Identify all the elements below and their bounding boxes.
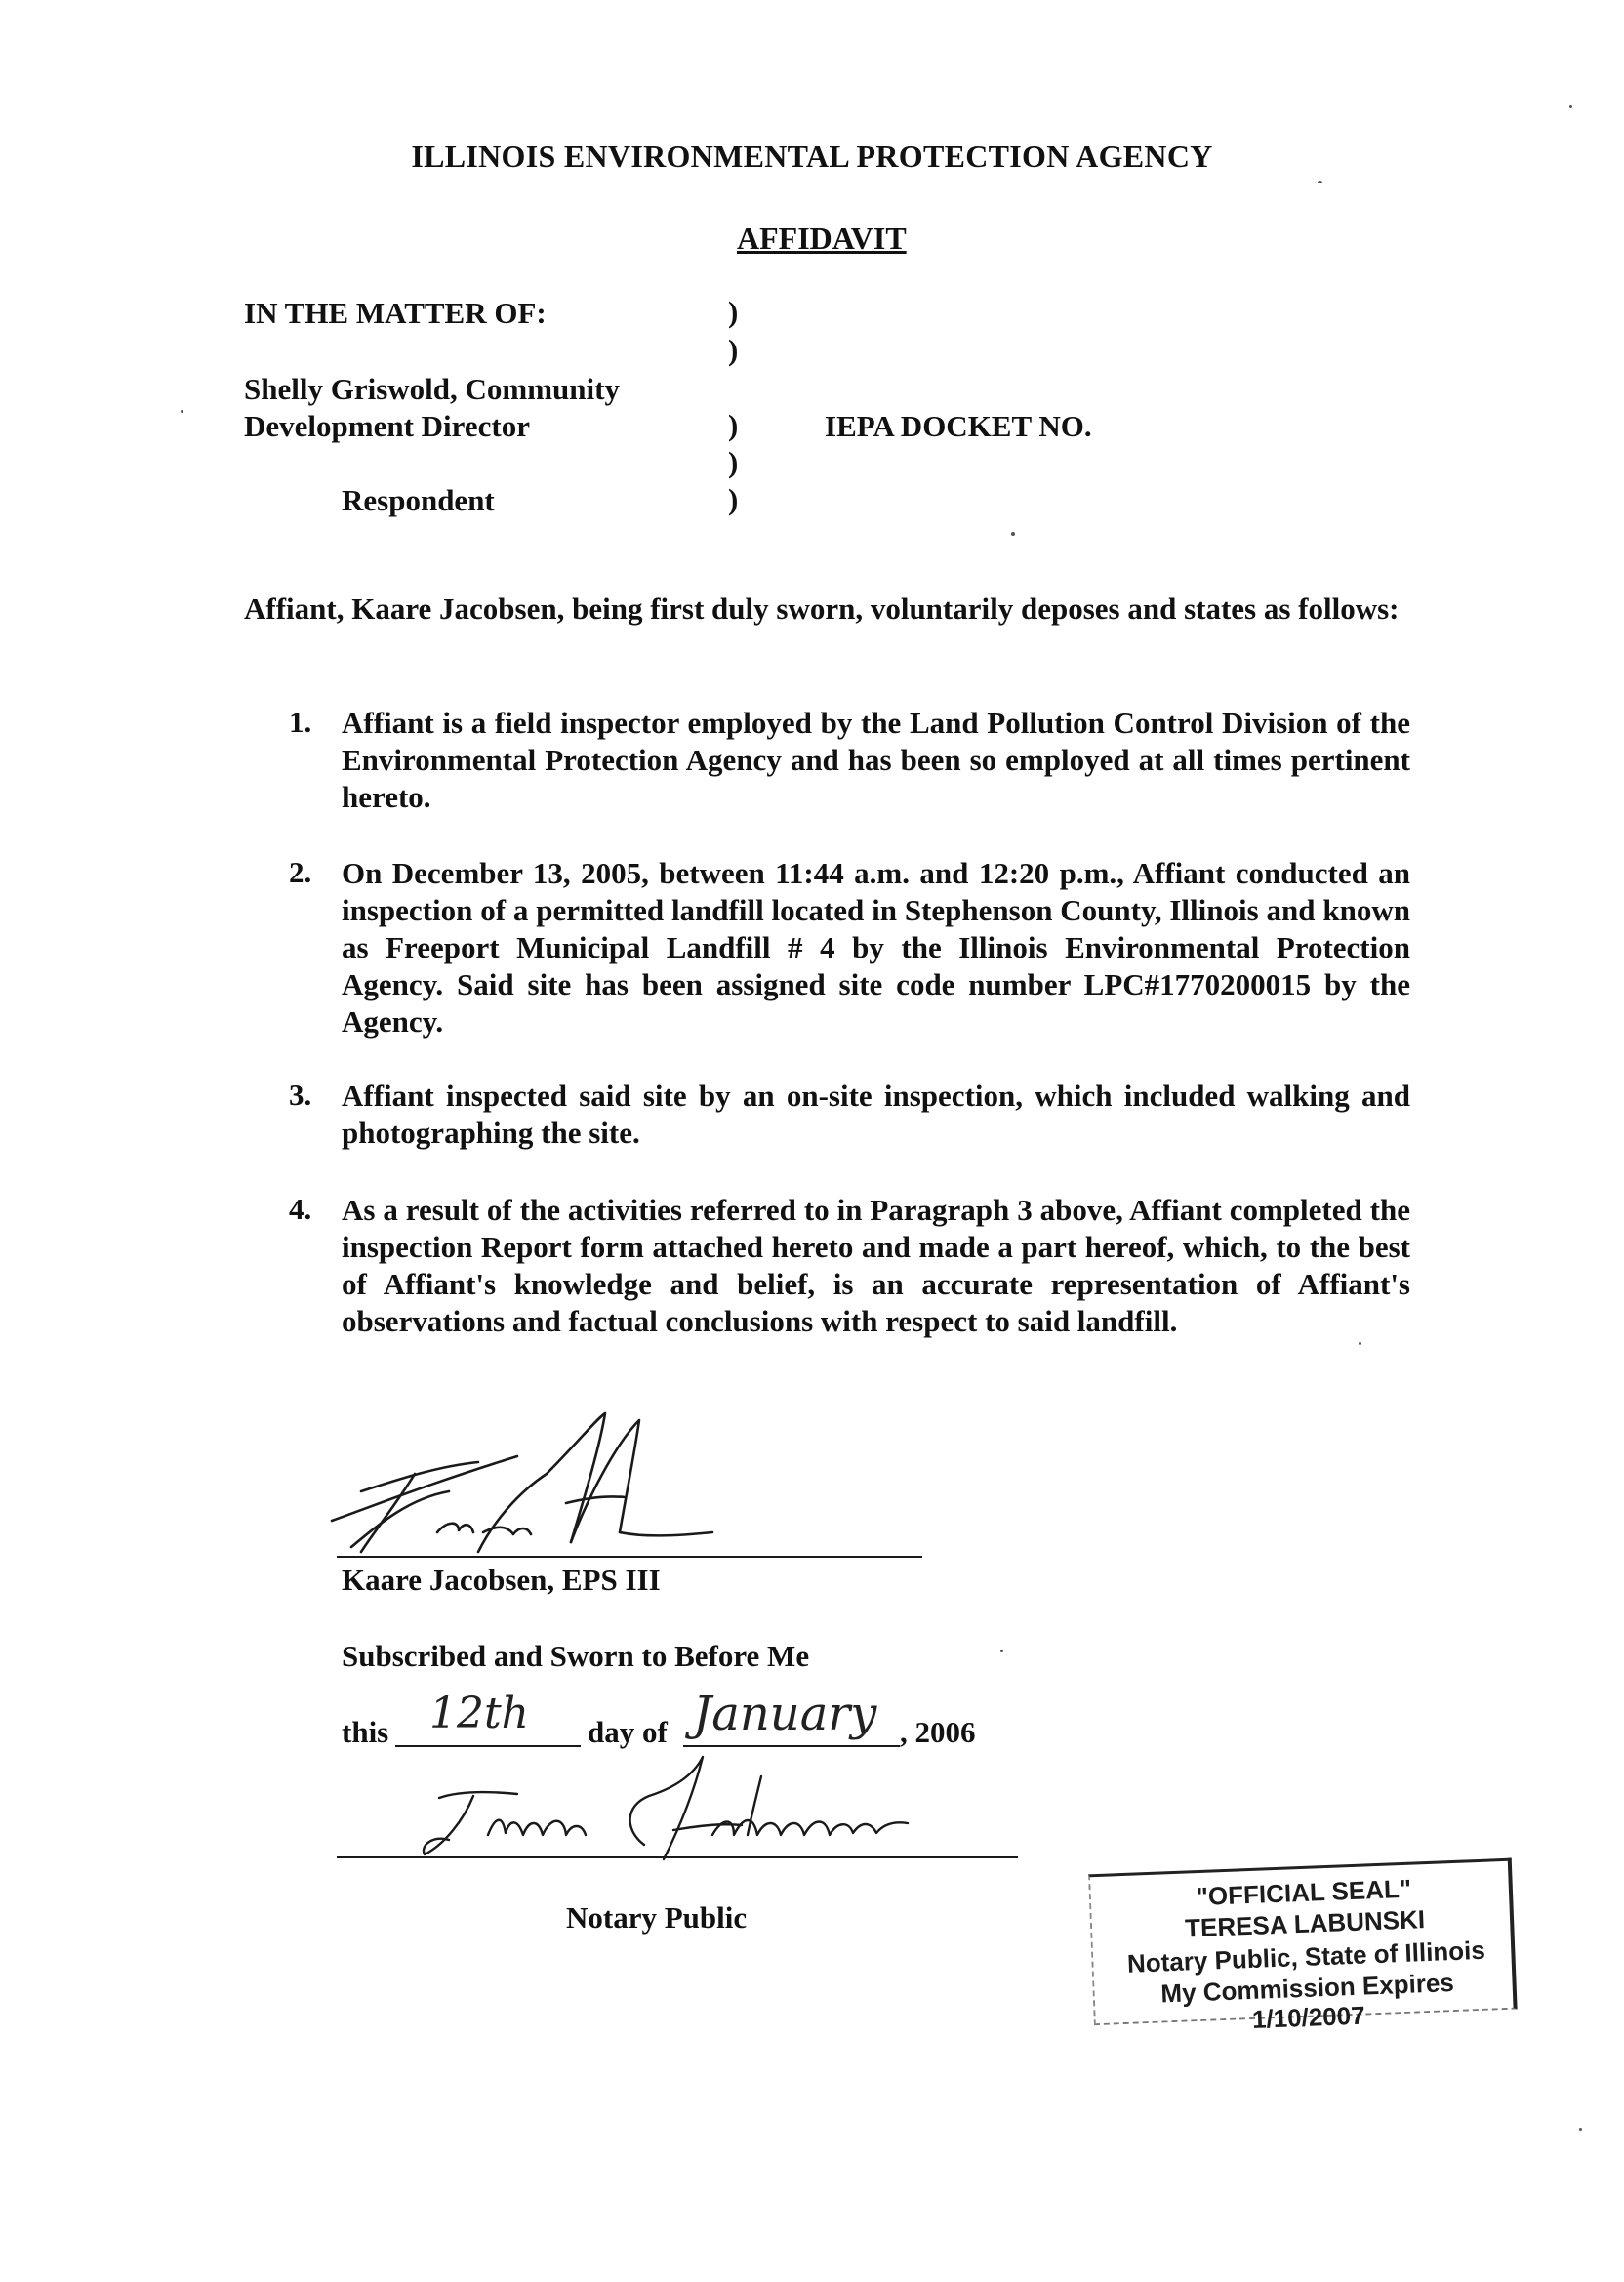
day-handwritten: 12th <box>429 1689 530 1738</box>
this-label: this <box>342 1715 389 1749</box>
respondent-name-line2: Development Director <box>244 409 530 443</box>
paragraph-text: Affiant is a field inspector employed by the Land Pollution Control Division of the Environmental Protection Agency and has been so employed at all times pertinent hereto. <box>342 706 1410 814</box>
subscribed-text: Subscribed and Sworn to Before Me <box>342 1639 810 1673</box>
scan-speck <box>1011 532 1015 536</box>
caption-paren: ) <box>728 295 739 329</box>
matter-label: IN THE MATTER OF: <box>244 296 547 330</box>
official-seal-stamp <box>1088 1858 1514 2035</box>
caption-paren: ) <box>728 408 739 442</box>
notary-label: Notary Public <box>566 1900 748 1935</box>
scan-speck <box>1318 181 1322 183</box>
seal-line-3: Notary Public, State of Illinois <box>1126 1935 1486 1978</box>
intro-paragraph: Affiant, Kaare Jacobsen, being first duly sworn, voluntarily deposes and states as follows: <box>244 591 1400 626</box>
paragraph-number: 1. <box>289 705 312 739</box>
scan-speck <box>1000 1650 1003 1652</box>
docket-label: IEPA DOCKET NO. <box>825 409 1092 443</box>
respondent-name-line1: Shelly Griswold, Community <box>244 372 620 406</box>
respondent-label: Respondent <box>342 483 495 517</box>
document-title: AFFIDAVIT <box>737 221 907 256</box>
affiant-signature <box>322 1406 732 1562</box>
affiant-signature-line <box>337 1556 922 1558</box>
caption-paren: ) <box>728 445 739 479</box>
scan-speck <box>181 410 183 413</box>
scan-speck <box>1579 2128 1582 2131</box>
seal-line-1: "OFFICIAL SEAL" <box>1196 1873 1412 1912</box>
paragraph-number: 3. <box>289 1078 312 1112</box>
caption-paren: ) <box>728 333 739 367</box>
day-of-label: day of <box>588 1715 668 1749</box>
seal-line-4: My Commission Expires 1/10/2007 <box>1159 1968 1455 2034</box>
caption-paren: ) <box>728 482 739 516</box>
paragraph-number: 2. <box>289 855 312 889</box>
agency-title: ILLINOIS ENVIRONMENTAL PROTECTION AGENCY <box>411 139 1213 174</box>
month-handwritten: January <box>693 1687 877 1741</box>
paragraph-number: 4. <box>289 1192 312 1226</box>
seal-line-2: TERESA LABUNSKI <box>1184 1904 1426 1943</box>
notary-signature-line <box>337 1856 1018 1858</box>
paragraph-text: On December 13, 2005, between 11:44 a.m. and 12:20 p.m., Affiant conducted an inspection of a permitted landfill located in Stephenson County, Illinois and known as Freeport Municipal Landfill # 4 by the Illinois Environmental Protection Agency. Said site has been assigned site code number LPC#1770200015 by the Agency. <box>342 856 1410 1039</box>
scan-speck <box>1359 1342 1361 1345</box>
year-text: , 2006 <box>900 1715 976 1749</box>
scan-speck <box>1569 105 1572 108</box>
notary-signature <box>381 1737 966 1874</box>
affiant-name: Kaare Jacobsen, EPS III <box>342 1563 661 1597</box>
paragraph-text: As a result of the activities referred to in Paragraph 3 above, Affiant completed the inspection Report form attached hereto and made a part hereof, which, to the best of Affiant's knowledge and belief, is an accurate representation of Affiant's observations and factual conclusions with respect to said landfill. <box>342 1193 1410 1338</box>
paragraph-text: Affiant inspected said site by an on-site inspection, which included walking and photographing the site. <box>342 1079 1410 1150</box>
